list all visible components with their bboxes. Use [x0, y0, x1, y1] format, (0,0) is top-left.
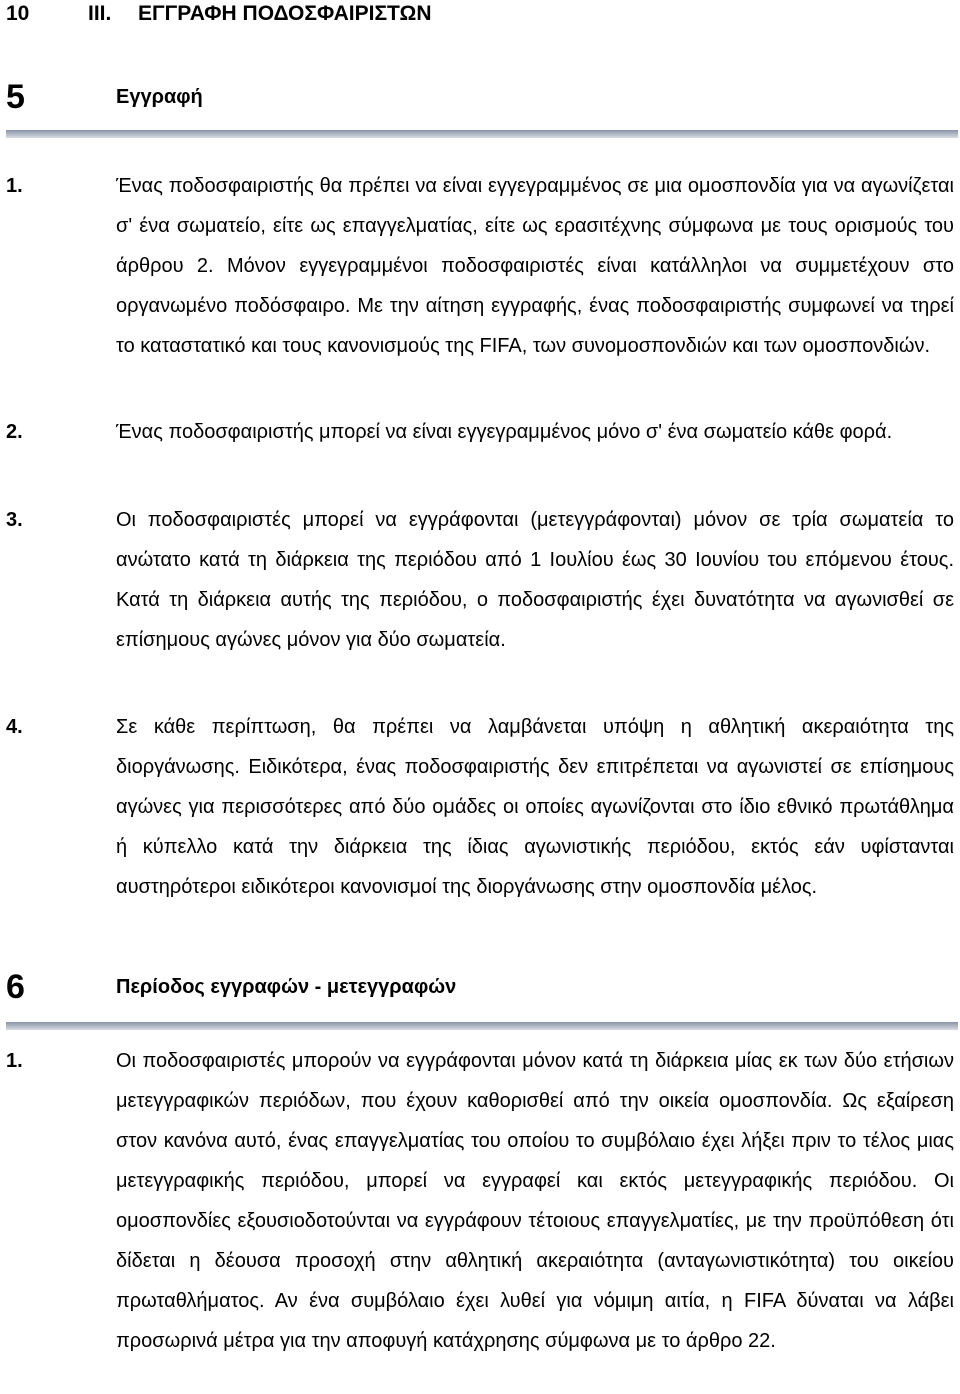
- article-number: 4.: [6, 716, 23, 738]
- chapter-title: ΕΓΓΡΑΦΗ ΠΟΔΟΣΦΑΙΡΙΣΤΩΝ: [138, 2, 432, 25]
- article-number: 1.: [6, 175, 23, 197]
- section-title: Περίοδος εγγραφών - μετεγγραφών: [116, 976, 457, 998]
- article-6-1: [6, 1041, 954, 1361]
- article-number: 2.: [6, 421, 23, 443]
- article-5-1: [6, 166, 954, 366]
- chapter-numeral: III.: [88, 2, 112, 25]
- page-number: 10: [6, 2, 30, 25]
- article-number: 1.: [6, 1050, 23, 1072]
- page-header: [6, 0, 432, 28]
- section-number: 5: [6, 78, 25, 116]
- article-5-3: [6, 500, 954, 660]
- section-divider: [6, 130, 958, 138]
- section-title: Εγγραφή: [116, 86, 203, 108]
- section-number: 6: [6, 968, 25, 1006]
- article-text: Οι ποδοσφαιριστές μπορεί να εγγράφονται (μετεγγράφονται) μόνον σε τρία σωματεία το ανώτατο κατά τη διάρκεια της περιόδου από 1 Ιουλίου έως 30 Ιουνίου του επόμενου έτους. Κατά τη διάρκεια αυτής της περιόδου, ο ποδοσφαιριστής έχει δυνατότητα να αγωνισθεί σε επίσημους αγώνες μόνον για δύο σωματεία.: [116, 509, 954, 651]
- article-number: 3.: [6, 509, 23, 531]
- article-text: Σε κάθε περίπτωση, θα πρέπει να λαμβάνεται υπόψη η αθλητική ακεραιότητα της διοργάνωσης. Ειδικότερα, ένας ποδοσφαιριστής δεν επιτρέπεται να αγωνιστεί σε επίσημους αγώνες για περισσότερες από δύο ομάδες οι οποίες αγωνίζονται στο ίδιο εθνικό πρωτάθλημα ή κύπελλο κατά την διάρκεια της ίδιας αγωνιστικής περιόδου, εκτός εάν υφίστανται αυστηρότεροι ειδικότεροι κανονισμοί της διοργάνωσης στην ομοσπονδία μέλος.: [116, 716, 954, 898]
- article-text: Οι ποδοσφαιριστές μπορούν να εγγράφονται μόνον κατά τη διάρκεια μίας εκ των δύο ετήσιων μετεγγραφικών περιόδων, που έχουν καθορισθεί από την οικεία ομοσπονδία. Ως εξαίρεση στον κανόνα αυτό, ένας επαγγελματίας του οποίου το συμβόλαιο έχει λήξει πριν το τέλος μιας μετεγγραφικής περιόδου, μπορεί να εγγραφεί και εκτός μετεγγραφικής περιόδου. Οι ομοσπονδίες εξουσιοδοτούνται να εγγράφουν τέτοιους επαγγελματίες, με την προϋπόθεση ότι δίδεται η δέουσα προσοχή στην αθλητική ακεραιότητα (ανταγωνιστικότητα) του οικείου πρωταθλήματος. Αν ένα συμβόλαιο έχει λυθεί για νόμιμη αιτία, η FIFA δύναται να λάβει προσωρινά μέτρα για την αποφυγή κατάχρησης σύμφωνα με το άρθρο 22.: [116, 1050, 954, 1352]
- article-5-2: [6, 412, 954, 452]
- article-text: Ένας ποδοσφαιριστής θα πρέπει να είναι εγγεγραμμένος σε μια ομοσπονδία για να αγωνίζεται σ' ένα σωματείο, είτε ως επαγγελματίας, είτε ως ερασιτέχνης σύμφωνα με τους ορισμούς του άρθρου 2. Μόνον εγγεγραμμένοι ποδοσφαιριστές είναι κατάλληλοι να συμμετέχουν στο οργανωμένο ποδόσφαιρο. Με την αίτηση εγγραφής, ένας ποδοσφαιριστής συμφωνεί να τηρεί το καταστατικό και τους κανονισμούς της FIFA, των συνομοσπονδιών και των ομοσπονδιών.: [116, 175, 954, 357]
- article-5-4: [6, 707, 954, 907]
- article-text: Ένας ποδοσφαιριστής μπορεί να είναι εγγεγραμμένος μόνο σ' ένα σωματείο κάθε φορά.: [116, 421, 893, 443]
- section-heading-6: [6, 968, 456, 1007]
- section-divider: [6, 1022, 958, 1030]
- section-heading-5: [6, 78, 203, 117]
